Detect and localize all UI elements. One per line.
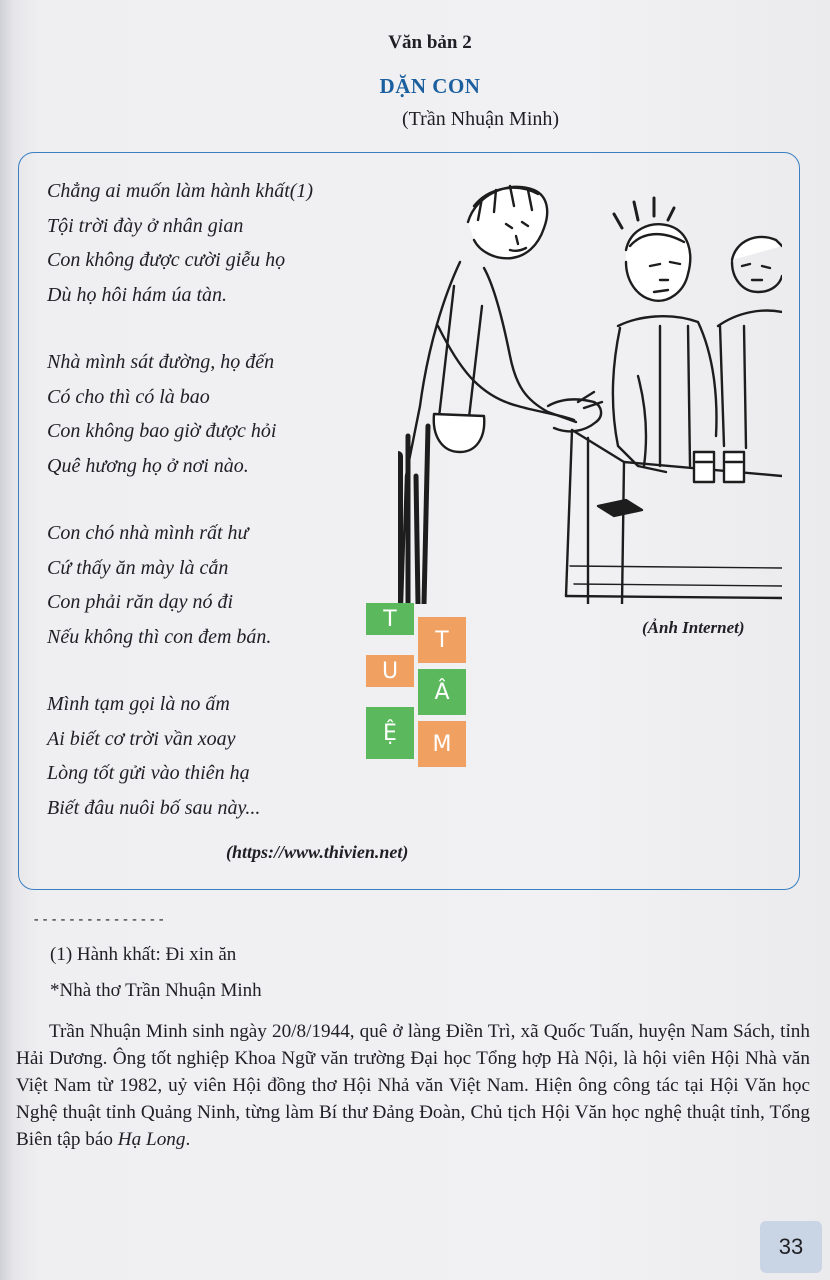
- stanza: [47, 687, 313, 825]
- logo-letter: U: [366, 655, 414, 687]
- bio-end: .: [185, 1129, 191, 1150]
- poem-title: DẶN CON: [379, 74, 481, 98]
- footnote-rule: ---------------: [32, 912, 166, 928]
- footnote-1: (1) Hành khất: Đi xin ăn: [50, 944, 237, 965]
- bio-newspaper-name: Hạ Long: [117, 1129, 186, 1150]
- logo-letter: Ệ: [366, 707, 414, 759]
- poem-line: Con phải răn dạy nó đi: [47, 591, 234, 613]
- poem-line: Con chó nhà mình rất hư: [47, 522, 249, 544]
- poem-line: Cứ thấy ăn mày là cắn: [47, 556, 229, 579]
- poem-line: Lòng tốt gửi vào thiên hạ: [47, 762, 250, 784]
- poet-heading: *Nhà thơ Trần Nhuận Minh: [50, 980, 262, 1001]
- poem-line: Con không được cười giễu họ: [47, 249, 286, 271]
- poem-line: Tội trời đày ở nhân gian: [47, 214, 244, 237]
- page-number: 33: [760, 1221, 822, 1273]
- poem-line: Nếu không thì con đem bán.: [47, 625, 272, 648]
- stanza: [47, 174, 313, 312]
- poem-line: Chẳng ai muốn làm hành khất(1): [47, 180, 314, 202]
- logo-letter: Â: [418, 669, 466, 715]
- stanza: [47, 516, 313, 654]
- text-label: Văn bản 2: [388, 32, 472, 53]
- poem-line: Có cho thì có là bao: [47, 385, 210, 408]
- poem-line: Dù họ hôi hám úa tàn.: [47, 283, 227, 306]
- tue-tam-watermark-logo: [366, 603, 466, 769]
- beggar-illustration: [398, 176, 782, 604]
- illustration-caption: (Ảnh Internet): [642, 618, 745, 637]
- poem-author: (Trần Nhuận Minh): [402, 108, 560, 130]
- poem-line: Con không bao giờ được hỏi: [47, 420, 277, 442]
- poet-biography: [16, 1018, 810, 1153]
- stanza: [47, 345, 313, 483]
- logo-letter: T: [418, 617, 466, 663]
- poem-line: Mình tạm gọi là no ấm: [47, 693, 230, 715]
- bio-text: Trần Nhuận Minh sinh ngày 20/8/1944, quê ở làng Điền Trì, xã Quốc Tuấn, huyện Nam Sách, tỉnh Hải Dương. Ông tốt nghiệp Khoa Ngữ văn trường Đại học Tổng hợp Hà Nội, là hội viên Hội Nhà văn Việt Nam từ 1982, uỷ viên Hội đồng thơ Hội Nhả văn Việt Nam. Hiện ông công tác tại Hội Văn học Nghệ thuật tỉnh Quảng Ninh, từng làm Bí thư Đảng Đoàn, Chủ tịch Hội Văn học nghệ thuật tỉnh, Tổng Biên tập báo: [16, 1021, 810, 1150]
- logo-letter: T: [366, 603, 414, 635]
- poem-line: Nhà mình sát đường, họ đến: [47, 351, 275, 373]
- logo-letter: M: [418, 721, 466, 767]
- poem-line: Quê hương họ ở nơi nào.: [47, 454, 249, 477]
- poem-body: [47, 174, 313, 858]
- poem-source: (https://www.thivien.net): [226, 842, 409, 862]
- poem-line: Ai biết cơ trời vần xoay: [47, 727, 236, 750]
- poem-line: Biết đâu nuôi bố sau này...: [47, 796, 261, 819]
